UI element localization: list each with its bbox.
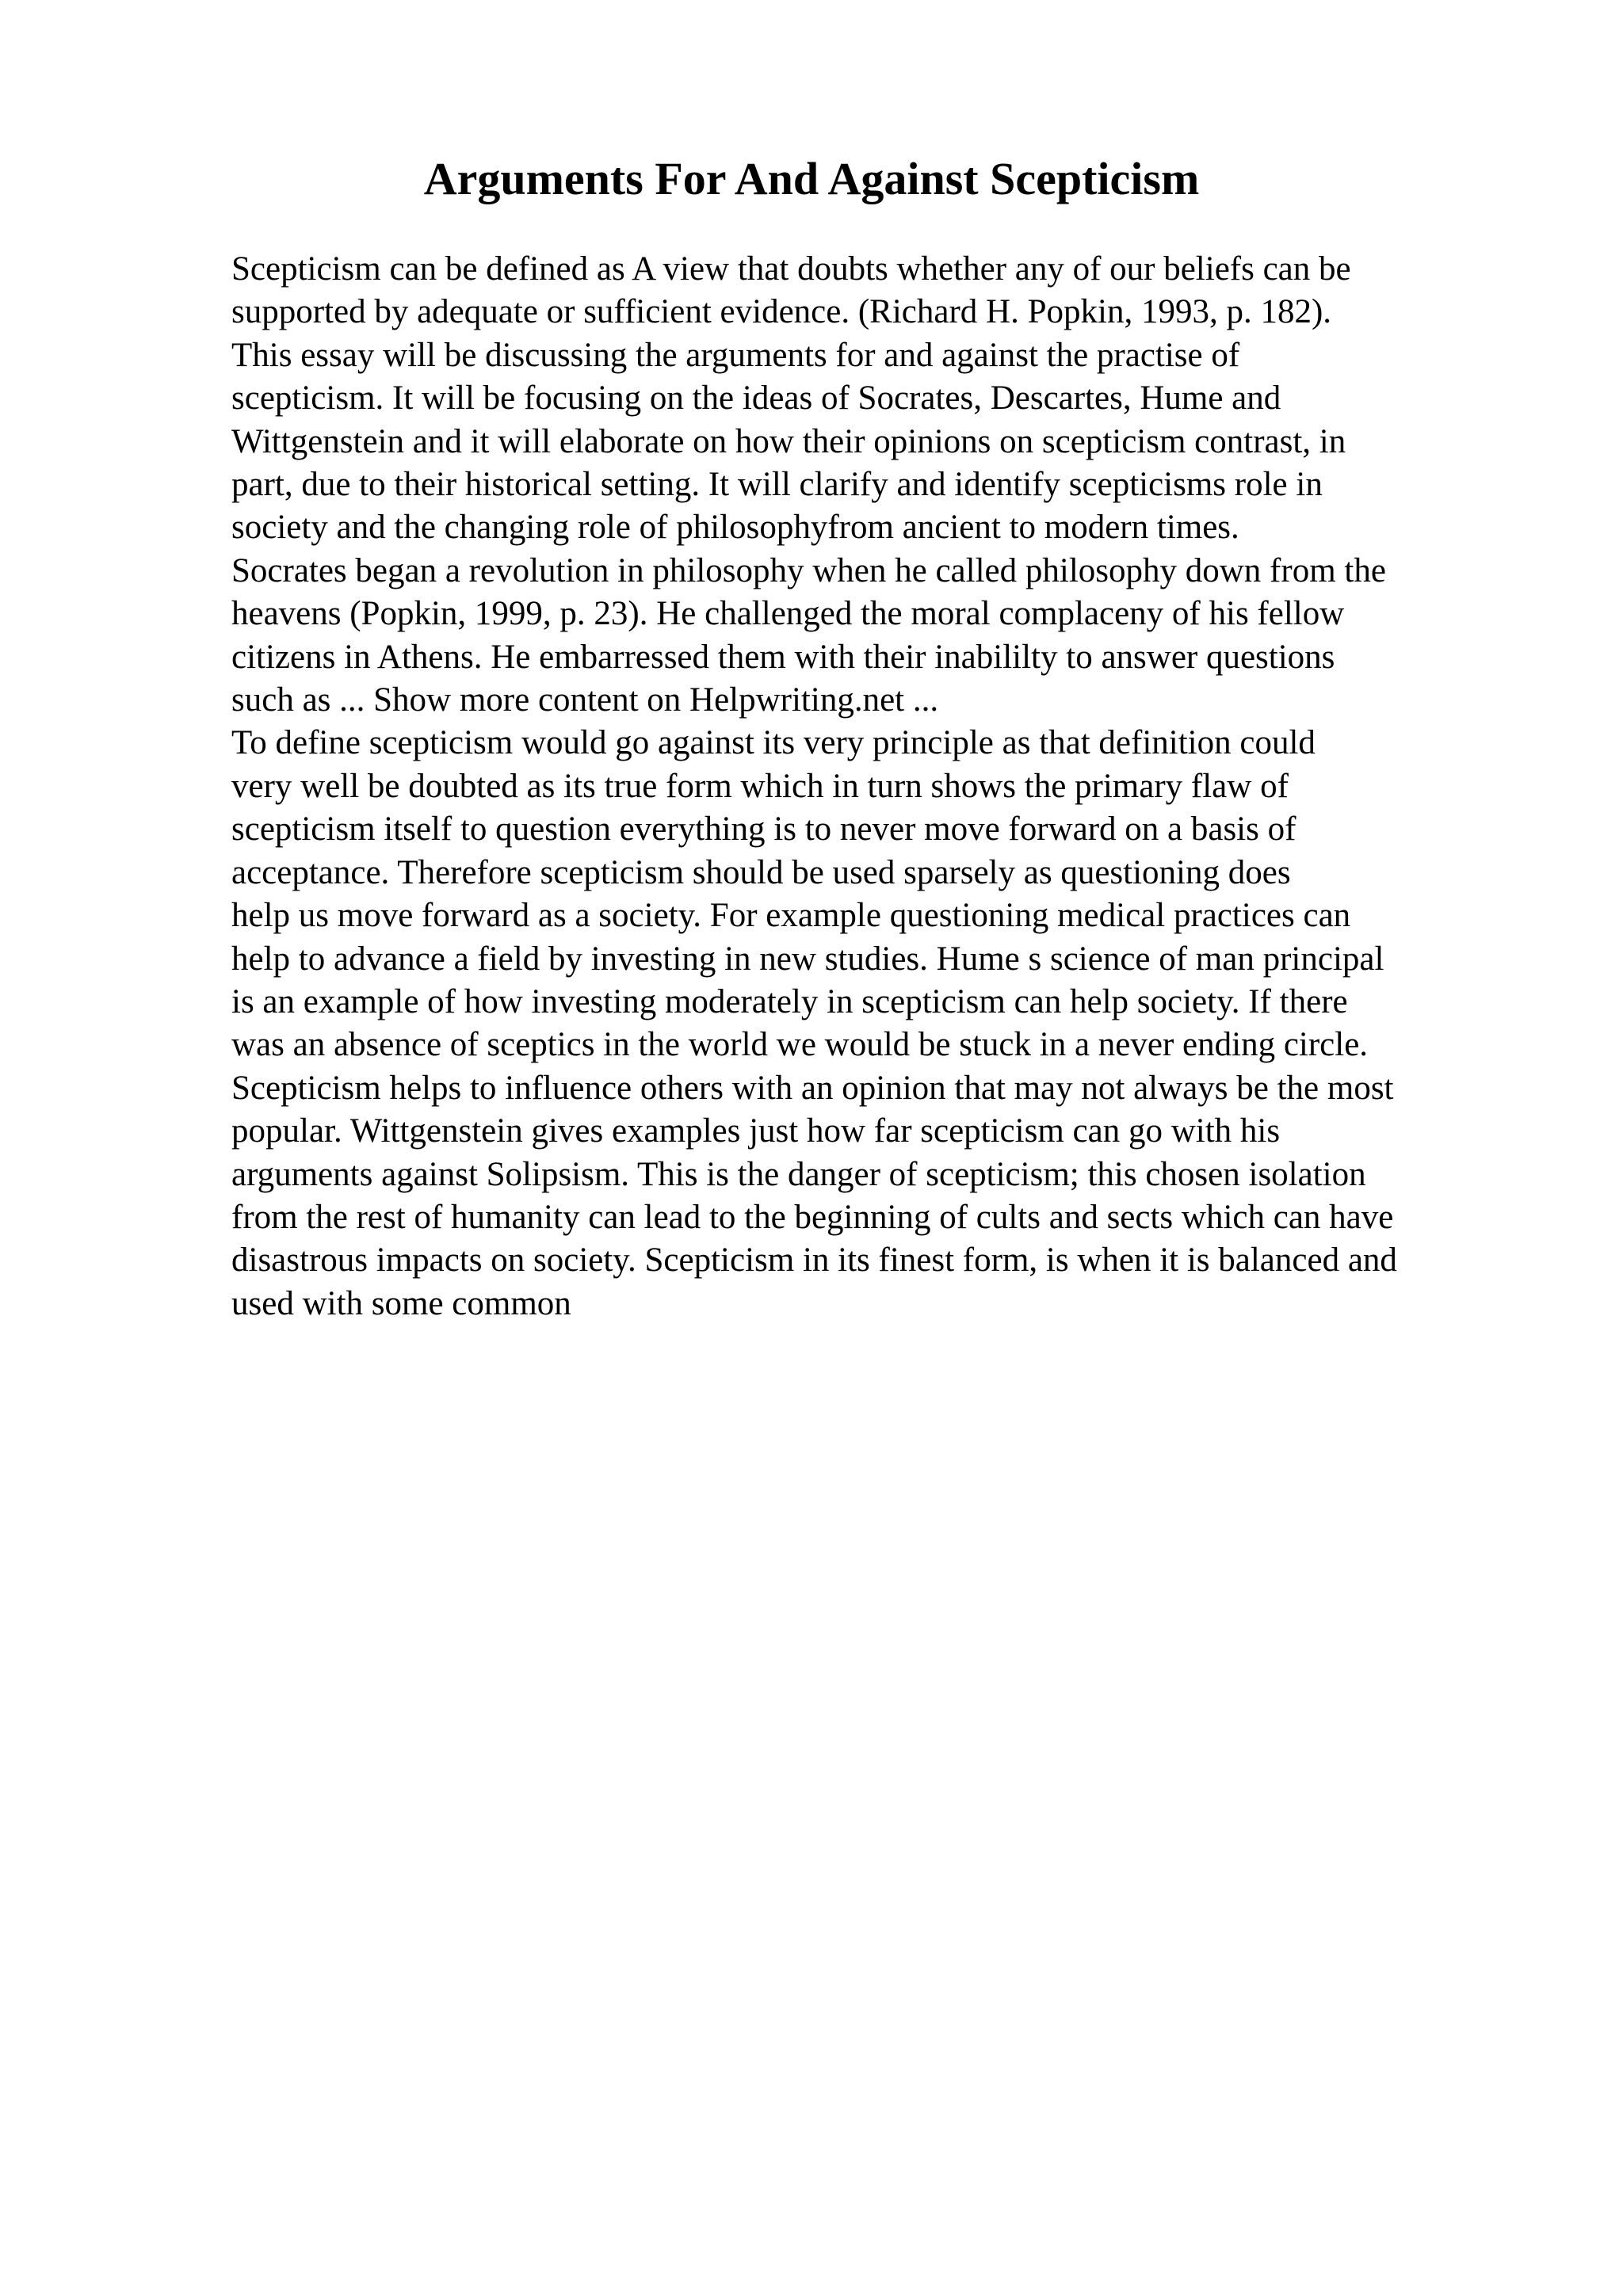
body-line-15: acceptance. Therefore scepticism should be used sparsely as questioning does	[231, 853, 1291, 891]
body-line-11: such as ... Show more content on Helpwriting.net ...	[231, 681, 939, 719]
body-line-23: from the rest of humanity can lead to the beginning of cults and sects which can have	[231, 1198, 1394, 1236]
body-line-16: help us move forward as a society. For example questioning medical practices can	[231, 897, 1351, 935]
body-line-14: scepticism itself to question everything is to never move forward on a basis of	[231, 810, 1296, 849]
body-line-25: used with some common	[231, 1284, 571, 1322]
body-line-24: disastrous impacts on society. Scepticism in its finest form, is when it is balanced and	[231, 1241, 1397, 1280]
body-line-22: arguments against Solipsism. This is the danger of scepticism; this chosen isolation	[231, 1155, 1366, 1193]
body-line-19: was an absence of sceptics in the world we would be stuck in a never ending circle.	[231, 1026, 1369, 1064]
body-line-13: very well be doubted as its true form which in turn shows the primary flaw of	[231, 767, 1289, 805]
body-line-20: Scepticism helps to influence others with an opinion that may not always be the most	[231, 1069, 1394, 1107]
body-line-3: This essay will be discussing the arguments for and against the practise of	[231, 336, 1240, 374]
body-line-8: Socrates began a revolution in philosophy when he called philosophy down from the	[231, 551, 1386, 589]
body-line-21: popular. Wittgenstein gives examples just how far scepticism can go with his	[231, 1112, 1281, 1150]
body-line-17: help to advance a field by investing in new studies. Hume s science of man principal	[231, 940, 1384, 978]
body-line-6: part, due to their historical setting. It will clarify and identify scepticisms role in	[231, 466, 1323, 504]
body-line-9: heavens (Popkin, 1999, p. 23). He challenged the moral complaceny of his fellow	[231, 595, 1345, 633]
body-line-10: citizens in Athens. He embarressed them with their inabililty to answer questions	[231, 638, 1335, 676]
body-line-4: scepticism. It will be focusing on the ideas of Socrates, Descartes, Hume and	[231, 379, 1281, 418]
body-line-1: Scepticism can be defined as A view that doubts whether any of our beliefs can be	[231, 250, 1351, 288]
body-line-18: is an example of how investing moderately in scepticism can help society. If there	[231, 982, 1348, 1020]
document-body	[231, 248, 1531, 1325]
body-line-5: Wittgenstein and it will elaborate on how their opinions on scepticism contrast, in	[231, 422, 1346, 460]
body-line-2: supported by adequate or sufficient evidence. (Richard H. Popkin, 1993, p. 182).	[231, 293, 1332, 331]
document-title: Arguments For And Against Scepticism	[423, 153, 1200, 204]
body-line-7: society and the changing role of philosophyfrom ancient to modern times.	[231, 509, 1239, 547]
body-line-12: To define scepticism would go against its very principle as that definition could	[231, 724, 1316, 762]
